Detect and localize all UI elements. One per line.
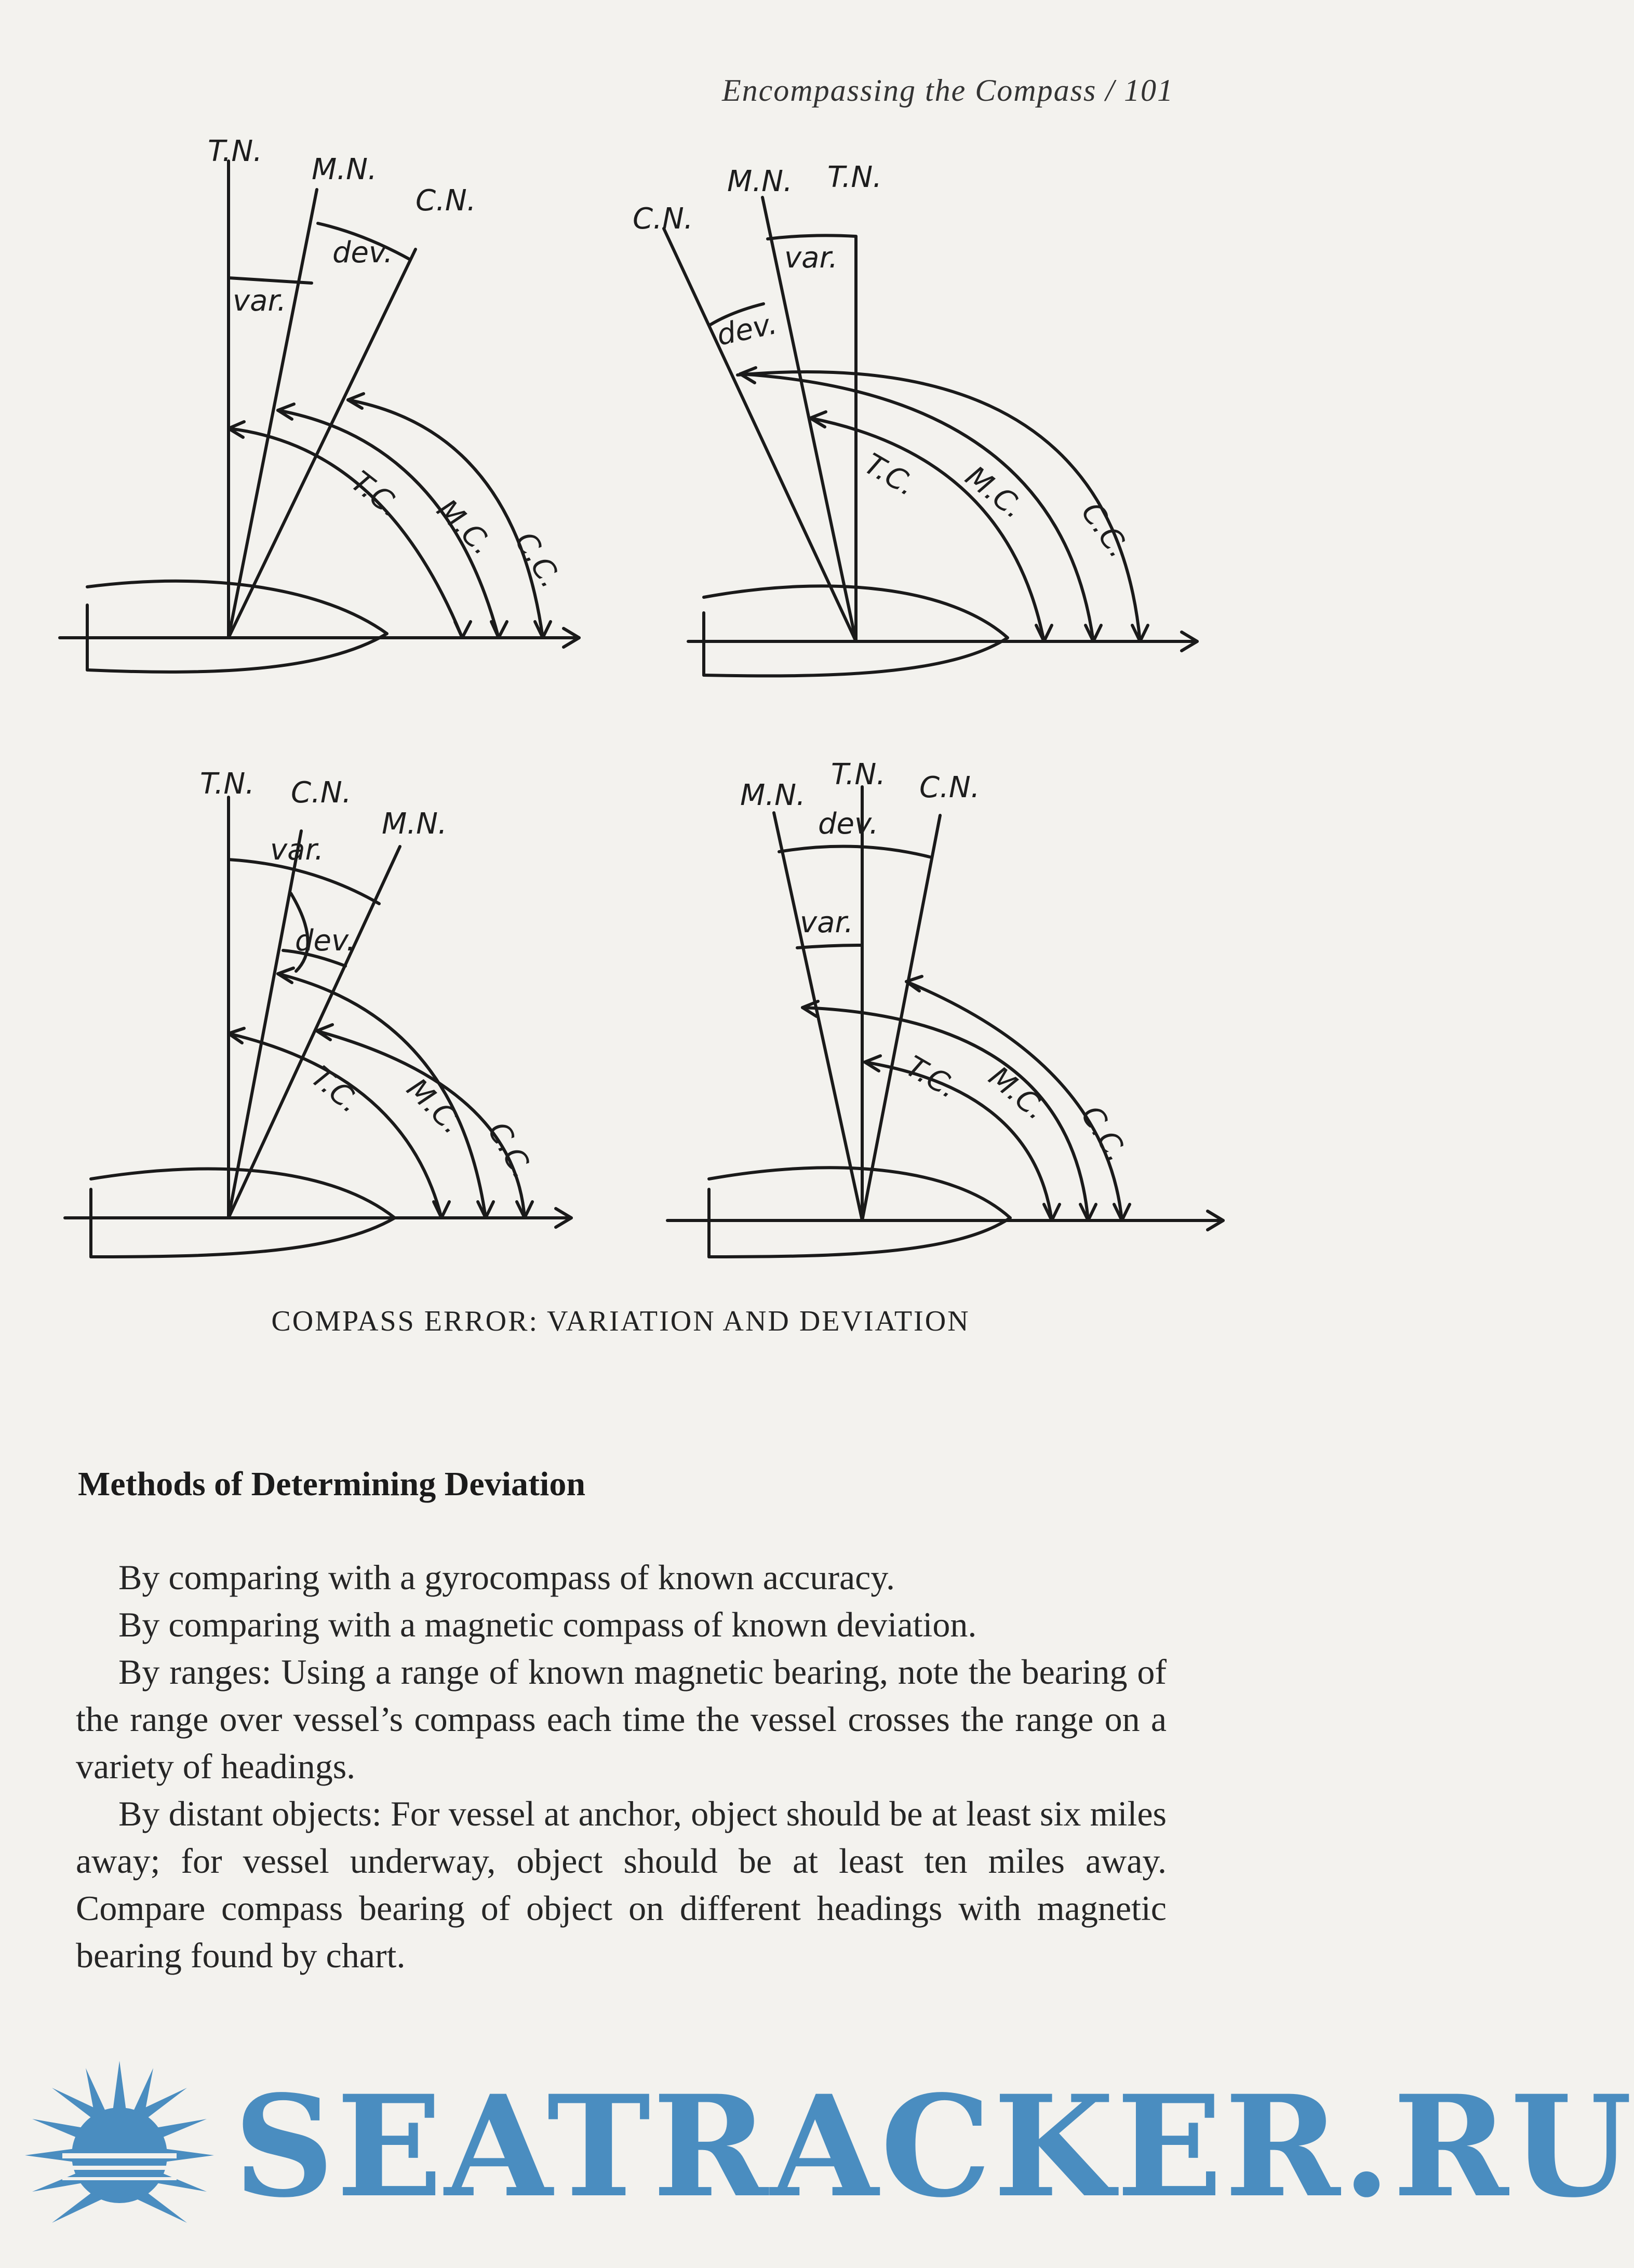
tn-label: T.N. — [200, 767, 255, 801]
tc-label: T.C. — [304, 1059, 367, 1120]
mc-label: M.C. — [400, 1071, 470, 1141]
body-text — [76, 1554, 1167, 1979]
mn-label: M.N. — [382, 807, 447, 841]
var-label: var. — [270, 833, 324, 867]
tc-label: T.C. — [344, 464, 407, 524]
magnetic-north-line — [774, 813, 862, 1220]
var-label: var. — [784, 241, 838, 275]
tn-label: T.N. — [831, 758, 886, 791]
sun-logo-icon — [21, 2057, 218, 2254]
cn-label: C.N. — [633, 202, 693, 236]
watermark — [21, 2057, 1634, 2254]
watermark-text: SEATRACKER.RU — [234, 2065, 1634, 2229]
mn-label: M.N. — [740, 779, 806, 812]
cn-label: C.N. — [919, 771, 980, 804]
mc-label: M.C. — [959, 459, 1030, 526]
dev-label: dev. — [818, 807, 879, 841]
paragraph: By distant objects: For vessel at anchor, object should be at least six miles away; for vessel underway, object should be at least ten miles away. Compare compass bearing of object on different headings with magnetic bearing found by chart. — [76, 1794, 1167, 1975]
tn-label: T.N. — [208, 135, 263, 168]
diagram-4 — [667, 787, 1223, 1257]
cc-label: C.C. — [1074, 496, 1136, 565]
mn-label: M.N. — [312, 153, 377, 186]
diagram-1 — [60, 161, 579, 672]
compass-north-line — [229, 831, 301, 1218]
cc-label: C.C. — [480, 1116, 540, 1185]
running-head: Encompassing the Compass / 101 — [722, 73, 1174, 108]
mc-label: M.C. — [982, 1059, 1053, 1127]
paragraph: By comparing with a gyrocompass of known accuracy. — [118, 1558, 895, 1597]
diagram-2 — [664, 197, 1197, 676]
true-course-arc — [229, 1034, 441, 1218]
section-heading: Methods of Determining Deviation — [78, 1465, 586, 1503]
paragraph: By comparing with a magnetic compass of known deviation. — [118, 1605, 977, 1644]
var-label: var. — [233, 284, 287, 318]
boat-hull — [91, 1169, 395, 1257]
mn-label: M.N. — [727, 165, 793, 198]
tn-label: T.N. — [827, 160, 882, 194]
dev-label: dev. — [332, 236, 393, 270]
cn-label: C.N. — [291, 776, 352, 810]
true-course-arc — [810, 418, 1044, 641]
tc-label: T.C. — [900, 1049, 963, 1106]
cc-label: C.C. — [508, 526, 568, 594]
dev-label: dev. — [295, 924, 356, 958]
var-label: var. — [800, 906, 854, 940]
tc-label: T.C. — [859, 447, 922, 503]
cn-label: C.N. — [416, 184, 476, 218]
paragraph: By ranges: Using a range of known magnetic bearing, note the bearing of the range over vessel’s compass each time the vessel crosses the range on a variety of headings. — [76, 1652, 1167, 1786]
mc-label: M.C. — [430, 492, 500, 562]
figure-caption: COMPASS ERROR: VARIATION AND DEVIATION — [271, 1305, 970, 1337]
compass-north-line — [862, 815, 940, 1220]
cc-label: C.C. — [1074, 1099, 1134, 1168]
magnetic-north-line — [229, 190, 317, 638]
compass-north-line — [664, 229, 856, 641]
dev-label: dev. — [714, 306, 780, 353]
